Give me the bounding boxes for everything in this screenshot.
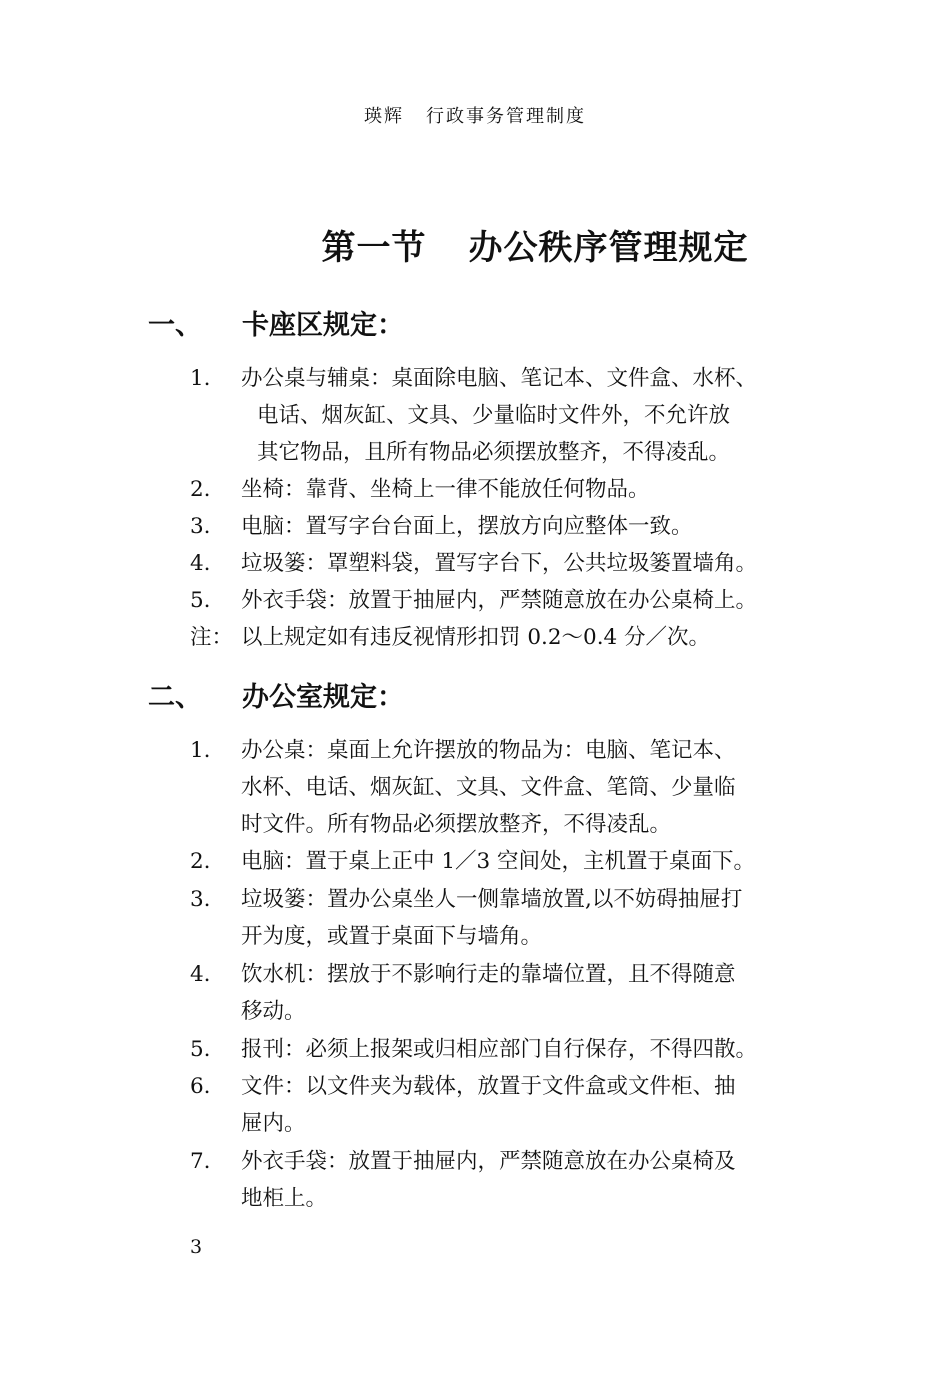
company-name: 瑛辉 xyxy=(364,106,404,127)
list-item xyxy=(190,545,850,582)
item-marker: 7. xyxy=(190,1149,211,1174)
section-heading xyxy=(148,303,404,342)
item-line: 电脑：置写字台台面上，摆放方向应整体一致。 xyxy=(241,514,693,539)
list-item xyxy=(190,881,850,955)
item-marker: 4. xyxy=(190,551,211,576)
note-item xyxy=(190,619,850,656)
item-line: 外衣手袋：放置于抽屉内，严禁随意放在办公桌椅上。 xyxy=(241,588,758,613)
item-line: 电脑：置于桌上正中 1／3 空间处，主机置于桌面下。 xyxy=(241,849,756,874)
item-line: 办公桌与辅桌：桌面除电脑、笔记本、文件盒、水杯、 xyxy=(241,366,758,391)
page-number: 3 xyxy=(190,1236,203,1258)
section-number: 二、 xyxy=(148,682,202,713)
section-heading xyxy=(148,675,404,714)
section-title: 卡座区规定： xyxy=(242,310,404,341)
list-item xyxy=(190,360,850,471)
item-marker: 2. xyxy=(190,849,211,874)
item-line: 移动。 xyxy=(241,999,306,1024)
item-marker: 3. xyxy=(190,514,211,539)
item-line: 文件：以文件夹为载体，放置于文件盒或文件柜、抽 xyxy=(241,1074,736,1099)
item-marker: 1. xyxy=(190,738,211,763)
section-title: 办公室规定： xyxy=(242,682,404,713)
item-line: 垃圾篓：罩塑料袋，置写字台下，公共垃圾篓置墙角。 xyxy=(241,551,758,576)
chapter-name: 办公秩序管理规定 xyxy=(468,228,749,268)
document-title: 行政事务管理制度 xyxy=(426,106,586,127)
section-number: 一、 xyxy=(148,310,202,341)
note-text: 以上规定如有违反视情形扣罚 0.2～0.4 分／次。 xyxy=(241,625,711,650)
list-item xyxy=(190,471,850,508)
list-item xyxy=(190,1031,850,1068)
item-marker: 1. xyxy=(190,366,211,391)
item-line: 开为度，或置于桌面下与墙角。 xyxy=(241,924,543,949)
item-marker: 5. xyxy=(190,588,211,613)
item-marker: 6. xyxy=(190,1074,211,1099)
item-line: 时文件。所有物品必须摆放整齐，不得凌乱。 xyxy=(241,812,672,837)
item-marker: 4. xyxy=(190,962,211,987)
item-line: 水杯、电话、烟灰缸、文具、文件盒、笔筒、少量临 xyxy=(241,775,736,800)
item-line: 屉内。 xyxy=(241,1111,306,1136)
item-line: 地柜上。 xyxy=(241,1186,328,1211)
item-line: 饮水机：摆放于不影响行走的靠墙位置，且不得随意 xyxy=(241,962,736,987)
item-line: 坐椅：靠背、坐椅上一律不能放任何物品。 xyxy=(241,477,650,502)
item-line: 电话、烟灰缸、文具、少量临时文件外，不允许放 xyxy=(257,403,731,428)
item-marker: 3. xyxy=(190,887,211,912)
item-marker: 2. xyxy=(190,477,211,502)
list-item xyxy=(190,843,850,880)
item-line: 其它物品，且所有物品必须摆放整齐，不得凌乱。 xyxy=(257,440,731,465)
running-header xyxy=(0,102,950,128)
list-item xyxy=(190,508,850,545)
item-marker: 5. xyxy=(190,1037,211,1062)
item-line: 外衣手袋：放置于抽屉内，严禁随意放在办公桌椅及 xyxy=(241,1149,736,1174)
list-item xyxy=(190,1143,850,1217)
list-item xyxy=(190,956,850,1030)
item-line: 报刊：必须上报架或归相应部门自行保存，不得四散。 xyxy=(241,1037,758,1062)
note-marker: 注： xyxy=(190,625,234,650)
page-title xyxy=(0,220,950,269)
list-item xyxy=(190,732,850,843)
item-line: 办公桌：桌面上允许摆放的物品为：电脑、笔记本、 xyxy=(241,738,736,763)
chapter-label: 第一节 xyxy=(321,228,427,268)
list-item xyxy=(190,582,850,619)
item-line: 垃圾篓：置办公桌坐人一侧靠墙放置,以不妨碍抽屉打 xyxy=(241,887,743,912)
list-item xyxy=(190,1068,850,1142)
